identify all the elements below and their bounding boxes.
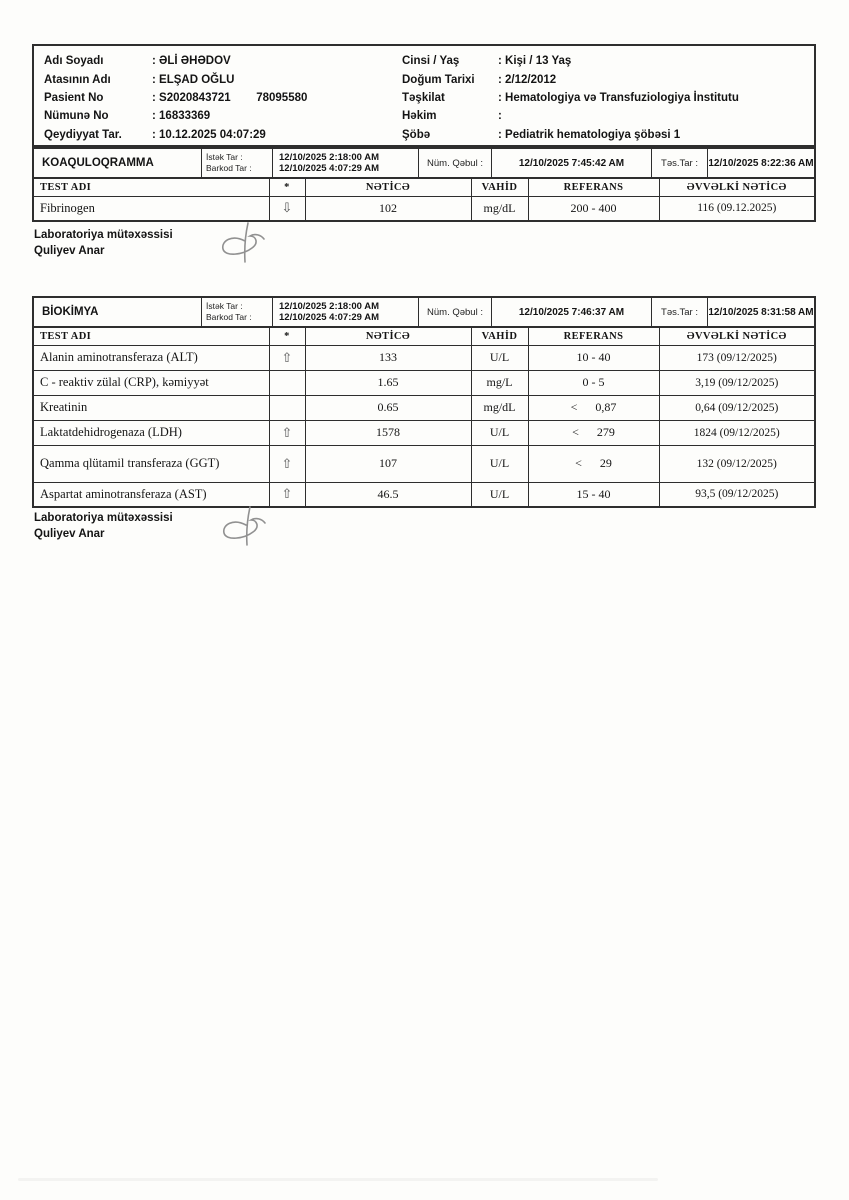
field-label: Həkim: [402, 110, 437, 123]
sample-accept-label: Nüm. Qəbul :: [419, 149, 492, 177]
field-value: : ƏLİ ƏHƏDOV: [152, 55, 231, 68]
field-value: :: [498, 110, 502, 123]
signer-name: Quliyev Anar: [34, 244, 105, 257]
field-value: : 2/12/2012: [498, 73, 557, 86]
flag-cell: [269, 370, 305, 395]
field-label: Doğum Tarixi: [402, 73, 475, 86]
result-value: 0.65: [305, 395, 471, 420]
signer-role: Laboratoriya mütəxəssisi: [34, 229, 173, 241]
test-name: Qamma qlütamil transferaza (GGT): [33, 445, 269, 482]
request-dates: 12/10/2025 2:18:00 AM 12/10/2025 4:07:29 AM: [273, 298, 419, 326]
table-row: [33, 420, 815, 445]
field-label: Təşkilat: [402, 91, 445, 104]
result-value: 1.65: [305, 370, 471, 395]
sample-accept-label: Nüm. Qəbul :: [419, 298, 492, 326]
field-label: Pasient No: [44, 91, 104, 104]
table-row: [33, 482, 815, 507]
confirm-date: 12/10/2025 8:22:36 AM: [708, 157, 814, 169]
col-test-name: TEST ADI: [33, 178, 269, 196]
previous-result: 116 (09.12.2025): [659, 196, 815, 221]
test-name: Aspartat aminotransferaza (AST): [33, 482, 269, 507]
field-label: Cinsi / Yaş: [402, 55, 460, 68]
table-header-row: [33, 327, 815, 345]
field-label: Şöbə: [402, 128, 431, 141]
request-date-labels: İstək Tar : Barkod Tar :: [202, 149, 273, 177]
reference-range: 200 - 400: [528, 196, 659, 221]
previous-result: 1824 (09/12/2025): [659, 420, 815, 445]
test-name: Alanin aminotransferaza (ALT): [33, 345, 269, 370]
col-unit: VAHİD: [471, 178, 528, 196]
field-value: : S2020843721 78095580: [152, 91, 308, 104]
reference-range: < 0,87: [528, 395, 659, 420]
result-value: 102: [305, 196, 471, 221]
previous-result: 0,64 (09/12/2025): [659, 395, 815, 420]
reference-range: 10 - 40: [528, 345, 659, 370]
koaquloqramma-section: [32, 147, 816, 222]
biokimya-table: [32, 326, 816, 508]
col-previous: ƏVVƏLKİ NƏTİCƏ: [659, 327, 815, 345]
table-row: [33, 345, 815, 370]
col-flag: *: [269, 327, 305, 345]
col-reference: REFERANS: [528, 327, 659, 345]
confirm-date: 12/10/2025 8:31:58 AM: [708, 306, 814, 318]
unit-value: U/L: [471, 445, 528, 482]
col-reference: REFERANS: [528, 178, 659, 196]
field-value: : Kişi / 13 Yaş: [498, 55, 572, 68]
lab-specialist-signature-block: [34, 511, 334, 542]
field-label: Atasının Adı: [44, 73, 111, 86]
up-arrow-icon: ⇧: [269, 445, 305, 482]
up-arrow-icon: ⇧: [269, 345, 305, 370]
field-value: : Hematologiya və Transfuziologiya İnstitutu: [498, 91, 739, 104]
scan-artifact: [18, 1178, 658, 1181]
biokimya-section: [32, 296, 816, 508]
signature-scribble: [216, 220, 272, 266]
col-unit: VAHİD: [471, 327, 528, 345]
unit-value: mg/dL: [471, 196, 528, 221]
up-arrow-icon: ⇧: [269, 420, 305, 445]
up-arrow-icon: ⇧: [269, 482, 305, 507]
unit-value: mg/dL: [471, 395, 528, 420]
result-value: 1578: [305, 420, 471, 445]
koaquloqramma-table: [32, 177, 816, 222]
section-title: KOAQULOQRAMMA: [34, 149, 202, 177]
previous-result: 173 (09/12/2025): [659, 345, 815, 370]
result-value: 46.5: [305, 482, 471, 507]
previous-result: 93,5 (09/12/2025): [659, 482, 815, 507]
signer-name: Quliyev Anar: [34, 527, 105, 540]
field-value: : ELŞAD OĞLU: [152, 73, 235, 86]
biokimya-header-band: [32, 296, 816, 326]
result-value: 107: [305, 445, 471, 482]
test-name: C - reaktiv zülal (CRP), kəmiyyət: [33, 370, 269, 395]
table-header-row: [33, 178, 815, 196]
unit-value: mg/L: [471, 370, 528, 395]
test-name: Laktatdehidrogenaza (LDH): [33, 420, 269, 445]
reference-range: < 29: [528, 445, 659, 482]
test-name: Kreatinin: [33, 395, 269, 420]
field-value: : 10.12.2025 04:07:29: [152, 128, 266, 141]
table-row: [33, 395, 815, 420]
col-test-name: TEST ADI: [33, 327, 269, 345]
down-arrow-icon: ⇩: [269, 196, 305, 221]
test-name: Fibrinogen: [33, 196, 269, 221]
flag-cell: [269, 395, 305, 420]
unit-value: U/L: [471, 482, 528, 507]
field-label: Qeydiyyat Tar.: [44, 128, 122, 141]
signer-role: Laboratoriya mütəxəssisi: [34, 512, 173, 524]
patient-info-box: [32, 44, 816, 147]
field-label: Adı Soyadı: [44, 55, 104, 68]
signature-scribble: [216, 503, 272, 549]
unit-value: U/L: [471, 345, 528, 370]
reference-range: 0 - 5: [528, 370, 659, 395]
col-result: NƏTİCƏ: [305, 327, 471, 345]
col-flag: *: [269, 178, 305, 196]
col-result: NƏTİCƏ: [305, 178, 471, 196]
request-dates: 12/10/2025 2:18:00 AM 12/10/2025 4:07:29 AM: [273, 149, 419, 177]
reference-range: < 279: [528, 420, 659, 445]
field-value: : Pediatrik hematologiya şöbəsi 1: [498, 128, 681, 141]
lab-specialist-signature-block: [34, 228, 334, 259]
section-title: BİOKİMYA: [34, 298, 202, 326]
col-previous: ƏVVƏLKİ NƏTİCƏ: [659, 178, 815, 196]
confirm-date-label: Təs.Tar :: [652, 149, 708, 177]
previous-result: 3,19 (09/12/2025): [659, 370, 815, 395]
sample-accept-date: 12/10/2025 7:45:42 AM: [492, 149, 652, 177]
result-value: 133: [305, 345, 471, 370]
table-row: [33, 196, 815, 221]
reference-range: 15 - 40: [528, 482, 659, 507]
field-label: Nümunə No: [44, 110, 109, 123]
confirm-date-label: Təs.Tar :: [652, 298, 708, 326]
table-row: [33, 370, 815, 395]
request-date-labels: İstək Tar : Barkod Tar :: [202, 298, 273, 326]
table-row: [33, 445, 815, 482]
sample-accept-date: 12/10/2025 7:46:37 AM: [492, 298, 652, 326]
field-value: : 16833369: [152, 110, 211, 123]
unit-value: U/L: [471, 420, 528, 445]
previous-result: 132 (09/12/2025): [659, 445, 815, 482]
koaquloqramma-header-band: [32, 147, 816, 177]
